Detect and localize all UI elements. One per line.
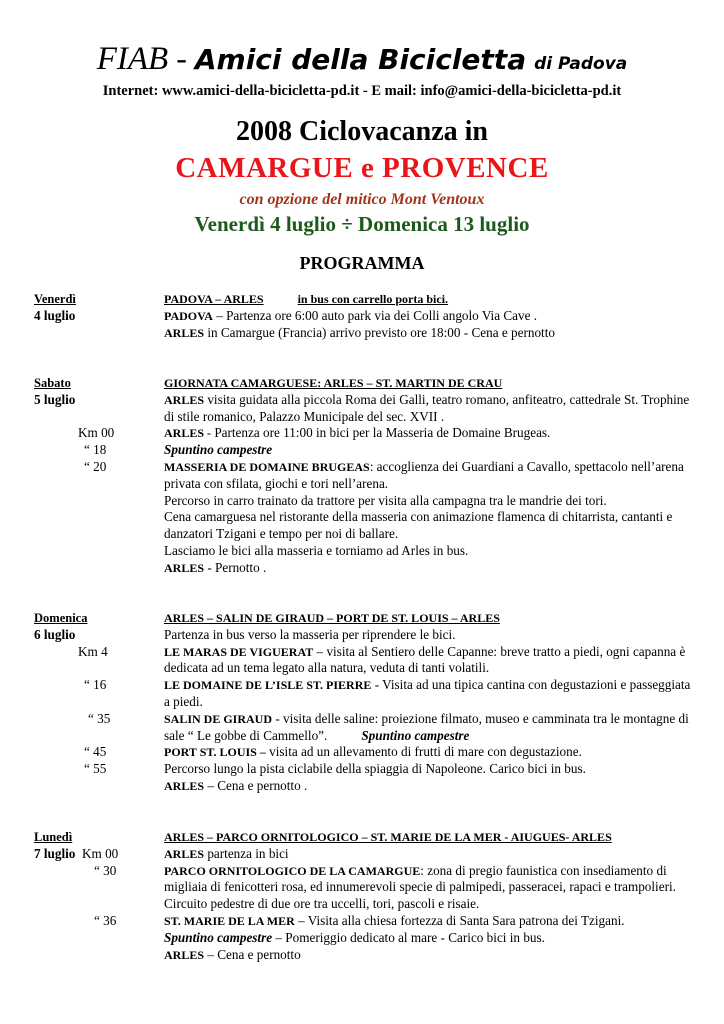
- day-heading-row: [34, 610, 694, 627]
- day-date: 5 luglio: [34, 391, 76, 407]
- program-line: ARLES - Pernotto .: [164, 559, 267, 575]
- city-label: di Padova: [534, 54, 628, 74]
- day-route: ARLES – SALIN DE GIRAUD – PORT DE ST. LOUIS – ARLES: [164, 611, 500, 625]
- day-heading-row: [34, 829, 694, 846]
- program-line: “ 45 PORT ST. LOUIS – visita ad un allevamento di frutti di mare con degustazione.: [34, 744, 694, 761]
- day-block-sabato: [34, 375, 694, 577]
- program-line: 4 luglio PADOVA – Partenza ore 6:00 auto park via dei Colli angolo Via Cave .: [34, 307, 538, 323]
- program-line: “ 16 LE DOMAINE DE L’ISLE ST. PIERRE - Visita ad una tipica cantina con degustazioni e passeggiata a piedi.: [34, 677, 694, 711]
- day-block-venerdi: [34, 291, 694, 341]
- program-heading: PROGRAMMA: [299, 253, 425, 273]
- header-dash: -: [168, 40, 195, 76]
- day-heading-row: [34, 291, 694, 308]
- program-line: “ 55 Percorso lungo la pista ciclabile della spiaggia di Napoleone. Carico bici in bus.: [34, 761, 694, 778]
- day-route: GIORNATA CAMARGUESE: ARLES – ST. MARTIN DE CRAU: [164, 376, 503, 390]
- program-line: Percorso in carro trainato da trattore per visita alla campagna tra le mandrie dei tori.: [164, 492, 607, 508]
- km-marker: Km 00: [82, 845, 119, 861]
- km-marker: “ 45: [84, 744, 107, 760]
- day-name: Domenica: [34, 611, 88, 625]
- program-line: ARLES – Cena e pernotto: [164, 946, 301, 962]
- day-block-domenica: [34, 610, 694, 795]
- event-year-title: 2008 Ciclovacanza in: [236, 116, 488, 147]
- program-line: 5 luglio ARLES visita guidata alla piccola Roma dei Galli, teatro romano, anfiteatro, cattedrale St. Trophine di stile romanico, Palazzo Municipale del sec. XVII .: [34, 391, 690, 424]
- day-route: PADOVA – ARLES in bus con carrello porta bici.: [164, 292, 449, 306]
- event-destination: CAMARGUE e PROVENCE: [175, 152, 549, 184]
- day-date: 7 luglio Km 00: [34, 845, 119, 861]
- day-route: ARLES – PARCO ORNITOLOGICO – ST. MARIE DE LA MER - AIUGUES- ARLES: [164, 830, 612, 844]
- event-dates: Venerdì 4 luglio ÷ Domenica 13 luglio: [194, 212, 530, 236]
- program-line: Spuntino campestre – Pomeriggio dedicato al mare - Carico bici in bus.: [164, 929, 545, 945]
- km-marker: Km 4: [78, 643, 108, 659]
- km-marker: “ 36: [94, 912, 117, 928]
- day-name: Venerdì: [34, 292, 76, 306]
- program-line: Lasciamo le bici alla masseria e torniamo ad Arles in bus.: [164, 542, 469, 558]
- program-line: “ 30 PARCO ORNITOLOGICO DE LA CAMARGUE: zona di pregio faunistica con insediamento di migliaia di fenicotteri rosa, ed innumerevoli specie di palmipedi, passeracei, rapaci e trampolieri. Circuito pedestre di due ore tra uccelli, tori, pascoli e risaie.: [34, 863, 694, 913]
- day-date: 4 luglio: [34, 307, 76, 323]
- km-marker: Km 00: [78, 425, 115, 441]
- program-line: ARLES – Cena e pernotto .: [164, 777, 308, 793]
- program-line: “ 35 SALIN DE GIRAUD - visita delle saline: proiezione filmato, museo e camminata tra le montagne di sale “ Le gobbe di Cammello”. Spuntino campestre: [34, 711, 694, 745]
- program-line: “ 20 MASSERIA DE DOMAINE BRUGEAS: accoglienza dei Guardiani a Cavallo, spettacolo nell’arena privata con sfilata, giochi e tori nell’arena.: [34, 459, 694, 493]
- association-header: [0, 40, 724, 78]
- km-marker: “ 18: [84, 442, 107, 458]
- event-option: con opzione del mitico Mont Ventoux: [239, 191, 485, 208]
- program-line: “ 18 Spuntino campestre: [34, 442, 694, 459]
- day-block-lunedi: [34, 829, 694, 963]
- km-marker: “ 16: [84, 677, 107, 693]
- fiab-label: FIAB: [96, 41, 169, 77]
- program-line: 6 luglio Partenza in bus verso la masseria per riprendere le bici.: [34, 626, 456, 642]
- program-line: Km 4 LE MARAS DE VIGUERAT – visita al Sentiero delle Capanne: breve tratto a piedi, ogni capanna è dedicata ad un tema legato alla natura, veduta di tanti volatili.: [34, 644, 694, 678]
- program-line: ARLES in Camargue (Francia) arrivo previsto ore 18:00 - Cena e pernotto: [164, 324, 555, 340]
- program-line: 7 luglio Km 00 ARLES partenza in bici: [34, 845, 289, 861]
- program-line: “ 36 ST. MARIE DE LA MER – Visita alla chiesa fortezza di Santa Sara patrona dei Tzigani.: [34, 913, 694, 930]
- km-marker: “ 55: [84, 761, 107, 777]
- km-marker: “ 35: [88, 710, 111, 726]
- km-marker: “ 30: [94, 862, 117, 878]
- program-line: Km 00 ARLES - Partenza ore 11:00 in bici per la Masseria de Domaine Brugeas.: [34, 425, 694, 442]
- contact-line: Internet: www.amici-della-bicicletta-pd.it - E mail: info@amici-della-bicicletta-pd.it: [102, 83, 622, 99]
- day-heading-row: [34, 375, 694, 392]
- association-name: Amici della Bicicletta: [194, 43, 527, 76]
- day-name: Lunedì: [34, 830, 73, 844]
- day-name: Sabato: [34, 376, 71, 390]
- km-marker: “ 20: [84, 458, 107, 474]
- program-line: Cena camarguesa nel ristorante della masseria con animazione flamenca di chitarrista, cantanti e danzatori Tzigani e tempo per noi di ballare.: [164, 509, 673, 542]
- day-date: 6 luglio: [34, 626, 76, 642]
